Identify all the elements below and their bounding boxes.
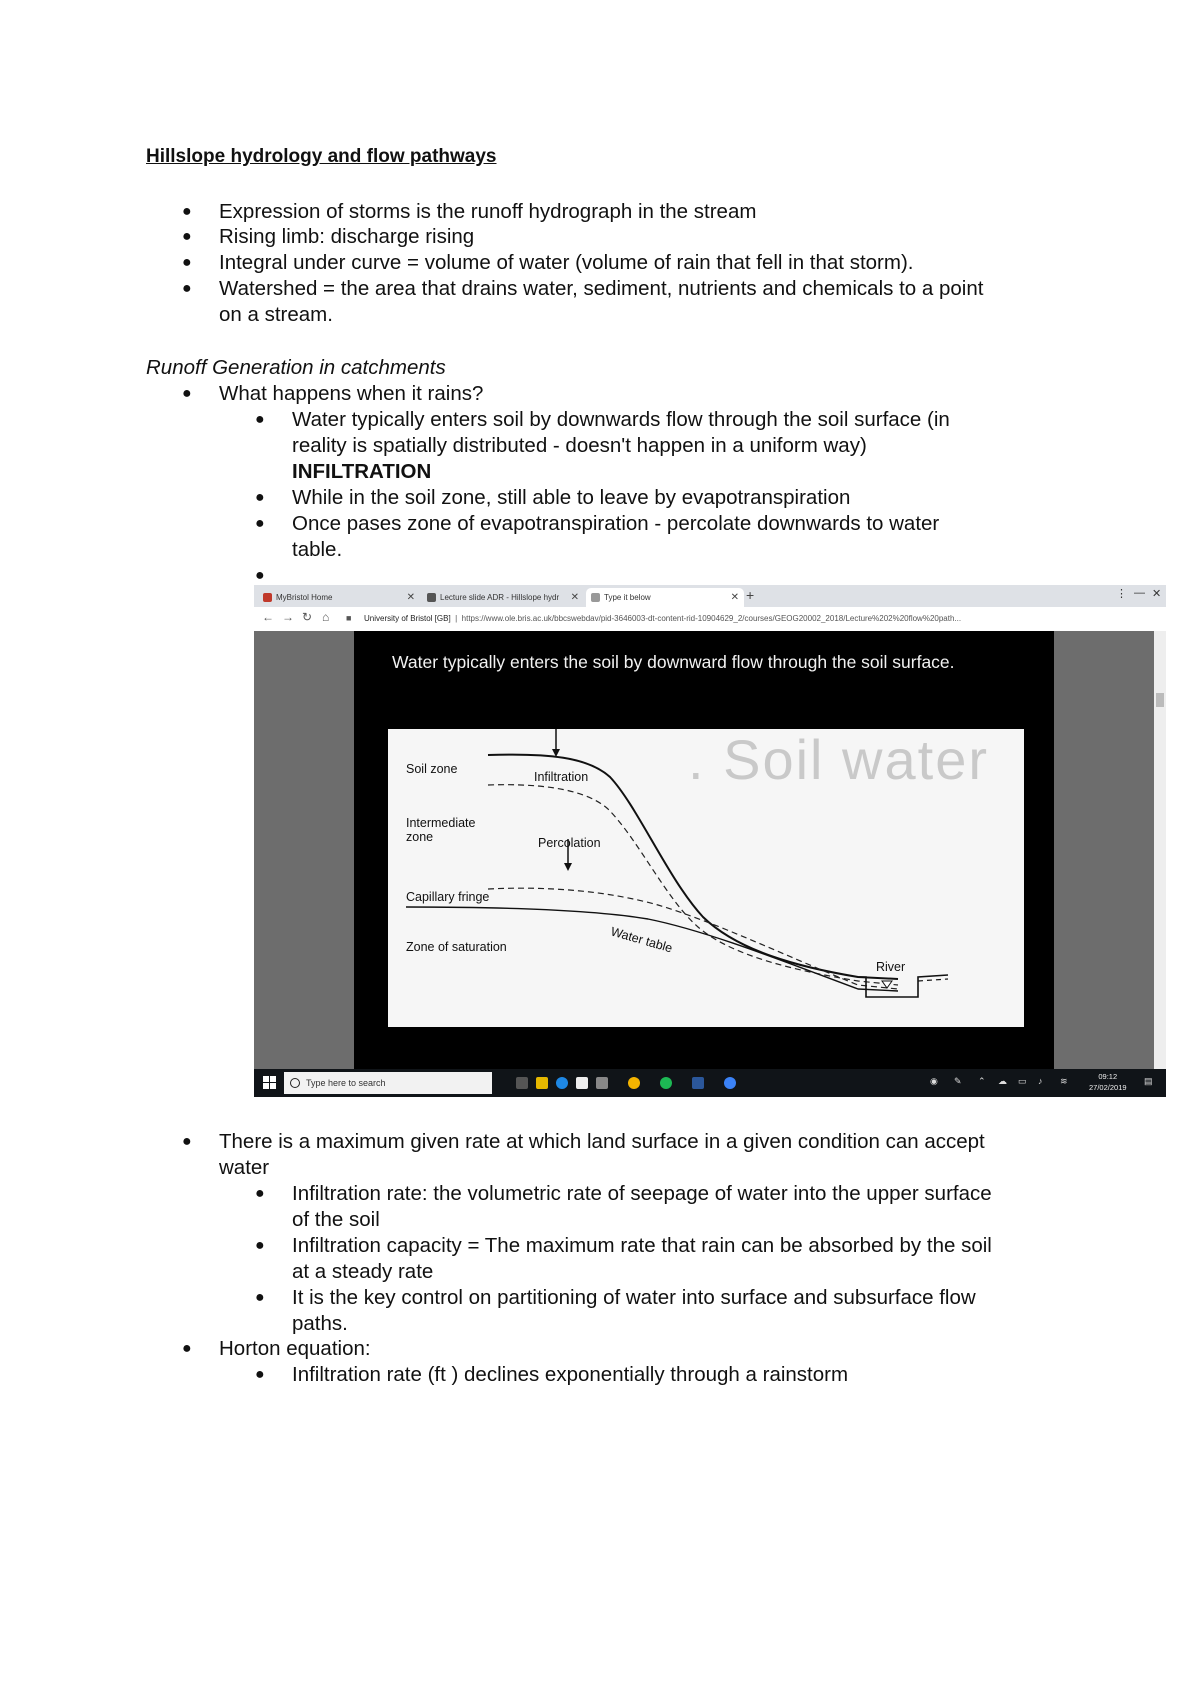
percolation-arrow <box>564 863 572 871</box>
tab-label: MyBristol Home <box>276 593 333 602</box>
bullet-dot: ● <box>182 1133 192 1150</box>
label-soil-zone: Soil zone <box>406 762 458 776</box>
background-ghost-text: . Soil water <box>688 728 989 791</box>
page-favicon-icon <box>591 593 600 602</box>
sub-list-item-continuation: paths. <box>292 1312 348 1335</box>
bullet-dot: ● <box>182 385 192 402</box>
browser-tab <box>422 588 584 607</box>
hillslope-diagram <box>388 729 1024 1027</box>
list-item: There is a maximum given rate at which land surface in a given condition can accept <box>219 1130 985 1153</box>
edge-icon <box>556 1077 568 1089</box>
url-host: University of Bristol [GB] <box>364 614 451 623</box>
cloud-icon: ☁ <box>998 1076 1007 1086</box>
browser-address-bar <box>254 607 1166 632</box>
list-item: Expression of storms is the runoff hydrograph in the stream <box>219 200 757 223</box>
back-icon: ← <box>262 610 274 624</box>
sub-list-item: Infiltration rate: the volumetric rate of seepage of water into the upper surface <box>292 1182 992 1205</box>
windows-taskbar <box>254 1069 1166 1097</box>
store-icon <box>576 1077 588 1089</box>
close-window-icon: ✕ <box>1152 588 1162 600</box>
sub-list-item-continuation: table. <box>292 538 343 561</box>
close-icon: ✕ <box>570 592 579 603</box>
pdf-viewer <box>254 631 1166 1069</box>
sub-list-item-continuation: at a steady rate <box>292 1260 434 1283</box>
forward-icon: → <box>282 610 294 624</box>
wifi-icon: ≋ <box>1060 1076 1068 1086</box>
page-title: Hillslope hydrology and flow pathways <box>146 146 497 167</box>
chrome-icon <box>628 1077 640 1089</box>
list-item-continuation: water <box>219 1156 270 1179</box>
windows-start-icon <box>263 1076 277 1090</box>
sub-list-item: It is the key control on partitioning of water into surface and subsurface flow <box>292 1286 976 1309</box>
battery-icon: ▭ <box>1018 1076 1027 1086</box>
close-icon: ✕ <box>406 592 415 603</box>
label-infiltration: Infiltration <box>534 770 589 784</box>
viewer-scrollbar <box>1154 631 1166 1069</box>
sub-list-item-continuation: reality is spatially distributed - doesn't happen in a uniform way) <box>292 434 867 457</box>
sub-list-item: Infiltration rate (ft ) declines exponentially through a rainstorm <box>292 1363 849 1386</box>
bullet-dot: ● <box>182 254 192 271</box>
tab-label: Type it below <box>604 593 651 602</box>
lock-icon: ■ <box>346 613 352 623</box>
bullet-dot: ● <box>255 1289 265 1306</box>
new-tab-icon: + <box>746 587 755 603</box>
bullet-dot: ● <box>255 1366 265 1383</box>
embedded-screenshot <box>254 585 1166 1097</box>
pen-icon: ✎ <box>954 1076 962 1086</box>
scroll-thumb <box>1156 693 1164 707</box>
bullet-dot: ● <box>255 411 265 428</box>
taskbar-search <box>284 1072 492 1094</box>
search-icon <box>290 1078 300 1088</box>
more-icon: — <box>1134 587 1145 599</box>
bullet-dot: ● <box>255 567 265 584</box>
list-item: What happens when it rains? <box>219 382 484 405</box>
browser-tab-active <box>586 588 744 607</box>
file-explorer-icon <box>536 1077 548 1089</box>
list-item: Horton equation: <box>219 1337 371 1360</box>
label-intermediate-zone: zone <box>406 830 434 844</box>
slide-title: Water typically enters the soil by downward flow through the soil surface. <box>392 652 955 672</box>
clock-date: 27/02/2019 <box>1089 1083 1127 1092</box>
app-icon <box>724 1077 736 1089</box>
list-item-continuation: on a stream. <box>219 303 333 326</box>
sub-list-item: While in the soil zone, still able to leave by evapotranspiration <box>292 486 851 509</box>
bullet-dot: ● <box>255 1237 265 1254</box>
list-item: Watershed = the area that drains water, sediment, nutrients and chemicals to a point <box>219 277 984 300</box>
url-path: https://www.ole.bris.ac.uk/bbcswebdav/pid-3646003-dt-content-rid-10904629_2/courses/GEOG20002_2018/Lecture%202%20flow%20path... <box>461 614 962 623</box>
label-zone-of-saturation: Zone of saturation <box>406 940 507 954</box>
network-icon: ◉ <box>930 1076 938 1086</box>
sub-list-item: Water typically enters soil by downwards flow through the soil surface (in <box>292 408 950 431</box>
slide <box>354 631 1054 1069</box>
bullet-dot: ● <box>255 489 265 506</box>
ground-surface-line <box>488 755 898 979</box>
url-text: University of Bristol [GB] | https://www.ole.bris.ac.uk/bbcswebdav/pid-3646003-dt-content-rid-10904629_2/courses/GEOG20002_2018/Lecture%202%20flow%20path... <box>364 614 962 623</box>
label-river: River <box>876 960 906 974</box>
hillslope-diagram-svg <box>388 729 1024 1027</box>
section-heading: Runoff Generation in catchments <box>146 356 446 379</box>
chevron-up-icon: ⌃ <box>978 1076 986 1086</box>
tab-label: Lecture slide ADR - Hillslope hydr <box>440 593 560 602</box>
sub-list-item-continuation: of the soil <box>292 1208 380 1231</box>
search-placeholder: Type here to search <box>306 1078 386 1088</box>
reload-icon: ↻ <box>302 610 313 624</box>
notification-icon: ▤ <box>1144 1076 1153 1086</box>
document-favicon-icon <box>427 593 436 602</box>
bullet-dot: ● <box>255 1185 265 1202</box>
bullet-dot: ● <box>255 515 265 532</box>
label-percolation: Percolation <box>538 836 601 850</box>
bullet-dot: ● <box>182 1340 192 1357</box>
soil-zone-boundary <box>488 785 898 985</box>
task-view-icon <box>516 1077 528 1089</box>
close-icon: ✕ <box>730 592 739 603</box>
bb-favicon-icon <box>263 593 272 602</box>
label-water-table: Water table <box>609 924 675 956</box>
spotify-icon <box>660 1077 672 1089</box>
browser-tab <box>258 588 420 607</box>
list-item: Rising limb: discharge rising <box>219 225 475 248</box>
label-capillary-fringe: Capillary fringe <box>406 890 490 904</box>
infinity-app-icon <box>596 1077 608 1089</box>
bullet-dot: ● <box>182 280 192 297</box>
label-intermediate: Intermediate <box>406 816 476 830</box>
list-item: Integral under curve = volume of water (volume of rain that fell in that storm). <box>219 251 914 274</box>
volume-icon: ♪ <box>1038 1076 1043 1086</box>
bullet-dot: ● <box>182 228 192 245</box>
emphasis-term: INFILTRATION <box>292 460 432 483</box>
browser-tab-bar <box>254 585 1166 607</box>
bullet-dot: ● <box>182 203 192 220</box>
sub-list-item: Once pases zone of evapotranspiration - percolate downwards to water <box>292 512 940 535</box>
minimize-icon: ⋮ <box>1116 588 1127 600</box>
word-icon <box>692 1077 704 1089</box>
taskbar-clock <box>1089 1071 1127 1093</box>
clock-time: 09:12 <box>1098 1072 1118 1081</box>
sub-list-item: Infiltration capacity = The maximum rate that rain can be absorbed by the soil <box>292 1234 992 1257</box>
home-icon: ⌂ <box>322 610 330 624</box>
